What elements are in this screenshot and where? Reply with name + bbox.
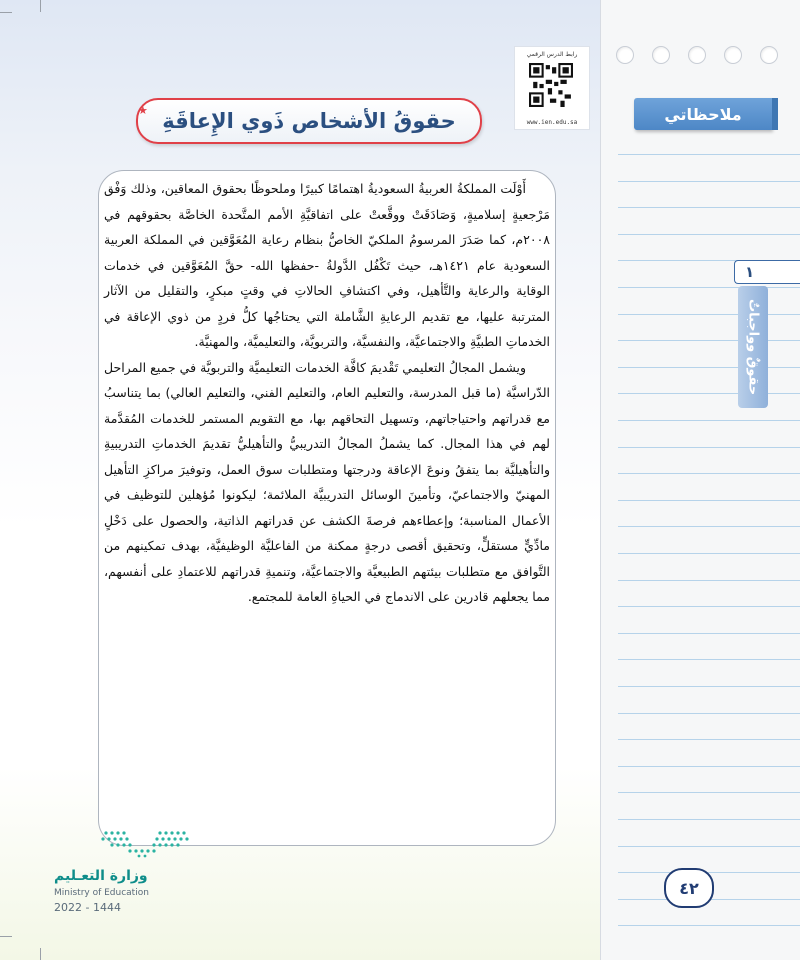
edition-year: 2022 - 1444	[54, 901, 121, 914]
binder-ring-icon	[652, 46, 670, 64]
note-line	[618, 553, 800, 554]
note-line	[618, 393, 800, 394]
chapter-title: حقوقٌ وواجباتٌ	[745, 298, 761, 396]
crop-mark	[40, 948, 41, 960]
lesson-title-banner	[136, 98, 482, 144]
qr-caption: رابط الدرس الرقمي	[526, 51, 578, 58]
notes-page	[600, 0, 800, 960]
ministry-name-en: Ministry of Education	[54, 888, 149, 898]
note-line	[618, 420, 800, 421]
page-title: حقوقُ الأشخاص ذَوي الإِعاقَةِ	[162, 109, 456, 133]
note-line	[618, 792, 800, 793]
note-line	[618, 181, 800, 182]
binder-ring-icon	[688, 46, 706, 64]
ministry-logo-icon	[100, 828, 190, 858]
paragraph: أَوْلَت المملكةُ العربيةُ السعوديةُ اهتمامًا كبيرًا وملحوظًا بحقوق المعاقين، وذلك وَفْق مَرْجعيةٍ إسلاميةٍ، وَصَادَقَتْ ووقَّعتْ على اتفاقيَّةِ الأمم المتَّحدة الخاصَّة بحقوقهم في ٢٠٠٨م، كما صَدَرَ المرسومُ الملكيّ الخاصُّ بنظام رعاية المُعَوَّقين في المملكة العربية السعودية عام ١٤٢١هـ، حيث تَكْفُل الدَّولةُ -حفظها الله- حقَّ المُعَوَّقين في خدمات الوقاية والرعاية والتَّأهيل، وفي اكتشافِ الحالاتِ في وقتٍ مبكرٍ، والتقليل من الآثار المترتبة عليها، مع تقديم الرعايةِ الشَّاملة التي يحتاجُها كلُّ فردٍ من ذوي الإعاقة في الخدماتِ الطبيَّةِ والاجتماعيَّة، والنفسيَّة، والتربويَّة، والتعليميَّة، والمهنيَّة.	[104, 181, 551, 349]
note-line	[618, 367, 800, 368]
note-line	[618, 447, 800, 448]
binder-ring-icon	[760, 46, 778, 64]
crop-mark	[40, 0, 41, 12]
qr-code-icon	[529, 63, 573, 107]
note-line	[618, 659, 800, 660]
binder-ring-icon	[616, 46, 634, 64]
note-line	[618, 154, 800, 155]
note-line	[618, 739, 800, 740]
note-line	[618, 500, 800, 501]
note-line	[618, 234, 800, 235]
note-line	[618, 207, 800, 208]
note-line	[618, 606, 800, 607]
ministry-name-ar: وزارة التعـليم	[54, 868, 148, 884]
notes-tab: ملاحظاتي	[634, 98, 772, 130]
note-line	[618, 287, 800, 288]
paragraph: ويشمل المجالُ التعليمي تَقْديمَ كافَّة الخدمات التعليميَّة والتربويَّة في جميع المراحل الدّراسيَّة (ما قبل المدرسة، والتعليم العام، والتعليم الفني، والتعليم العالي) بما يتناسبُ مع قدراتهم واحتياجاتهم، وتسهيل التحاقهم بها، مع التقويم المستمر للخدمات المُقدَّمة لهم في هذا المجال. كما يشملُ المجالُ التدريبيُّ والتأهيليُّ تقديمَ الخدماتِ التدريبيةِ والتأهيليَّة بما يتفقُ ونوعَ الإعاقة ودرجتها ومتطلبات سوق العمل، وتوفيرَ مراكزِ التأهيل المهنيّ والاجتماعيّ، وتأمينَ الوسائل التدريبيَّة الملائمة؛ ليكونوا مُؤهلين للتوظيف في الأعمال المناسبة؛ وإعطاءهم فرصةَ الكشف عن قدراتهم الذاتية، والحصول على دَخْلٍ مادِّيٍّ مستقلٍّ، وتحقيق أقصى درجةٍ ممكنة من الفاعليَّة الوظيفيَّة، بهدف تمكينهم من التَّوافق مع متطلبات بيئتهم الطبيعيَّة والاجتماعيَّة، وتنميةِ قدراتهم للاعتمادِ على أنفسهم، مما يجعلهم قادرين على الاندماج في الحياةِ العامة للمجتمع.	[104, 359, 550, 604]
crop-mark	[0, 12, 12, 13]
page-number: ٤٢	[664, 868, 714, 908]
note-line	[618, 713, 800, 714]
note-line	[618, 314, 800, 315]
chapter-number: ١	[734, 260, 800, 284]
note-line	[618, 633, 800, 634]
note-line	[618, 766, 800, 767]
note-line	[618, 819, 800, 820]
chapter-title-tab	[738, 286, 768, 408]
note-line	[618, 925, 800, 926]
star-icon: ★	[138, 104, 148, 117]
note-line	[618, 340, 800, 341]
note-line	[618, 580, 800, 581]
note-line	[618, 846, 800, 847]
binder-ring-icon	[724, 46, 742, 64]
digital-lesson-qr[interactable]	[514, 46, 590, 130]
crop-mark	[0, 936, 12, 937]
lesson-body	[104, 176, 550, 610]
note-line	[618, 686, 800, 687]
note-line	[618, 526, 800, 527]
note-line	[618, 473, 800, 474]
qr-url[interactable]: www.ien.edu.sa	[526, 119, 578, 126]
